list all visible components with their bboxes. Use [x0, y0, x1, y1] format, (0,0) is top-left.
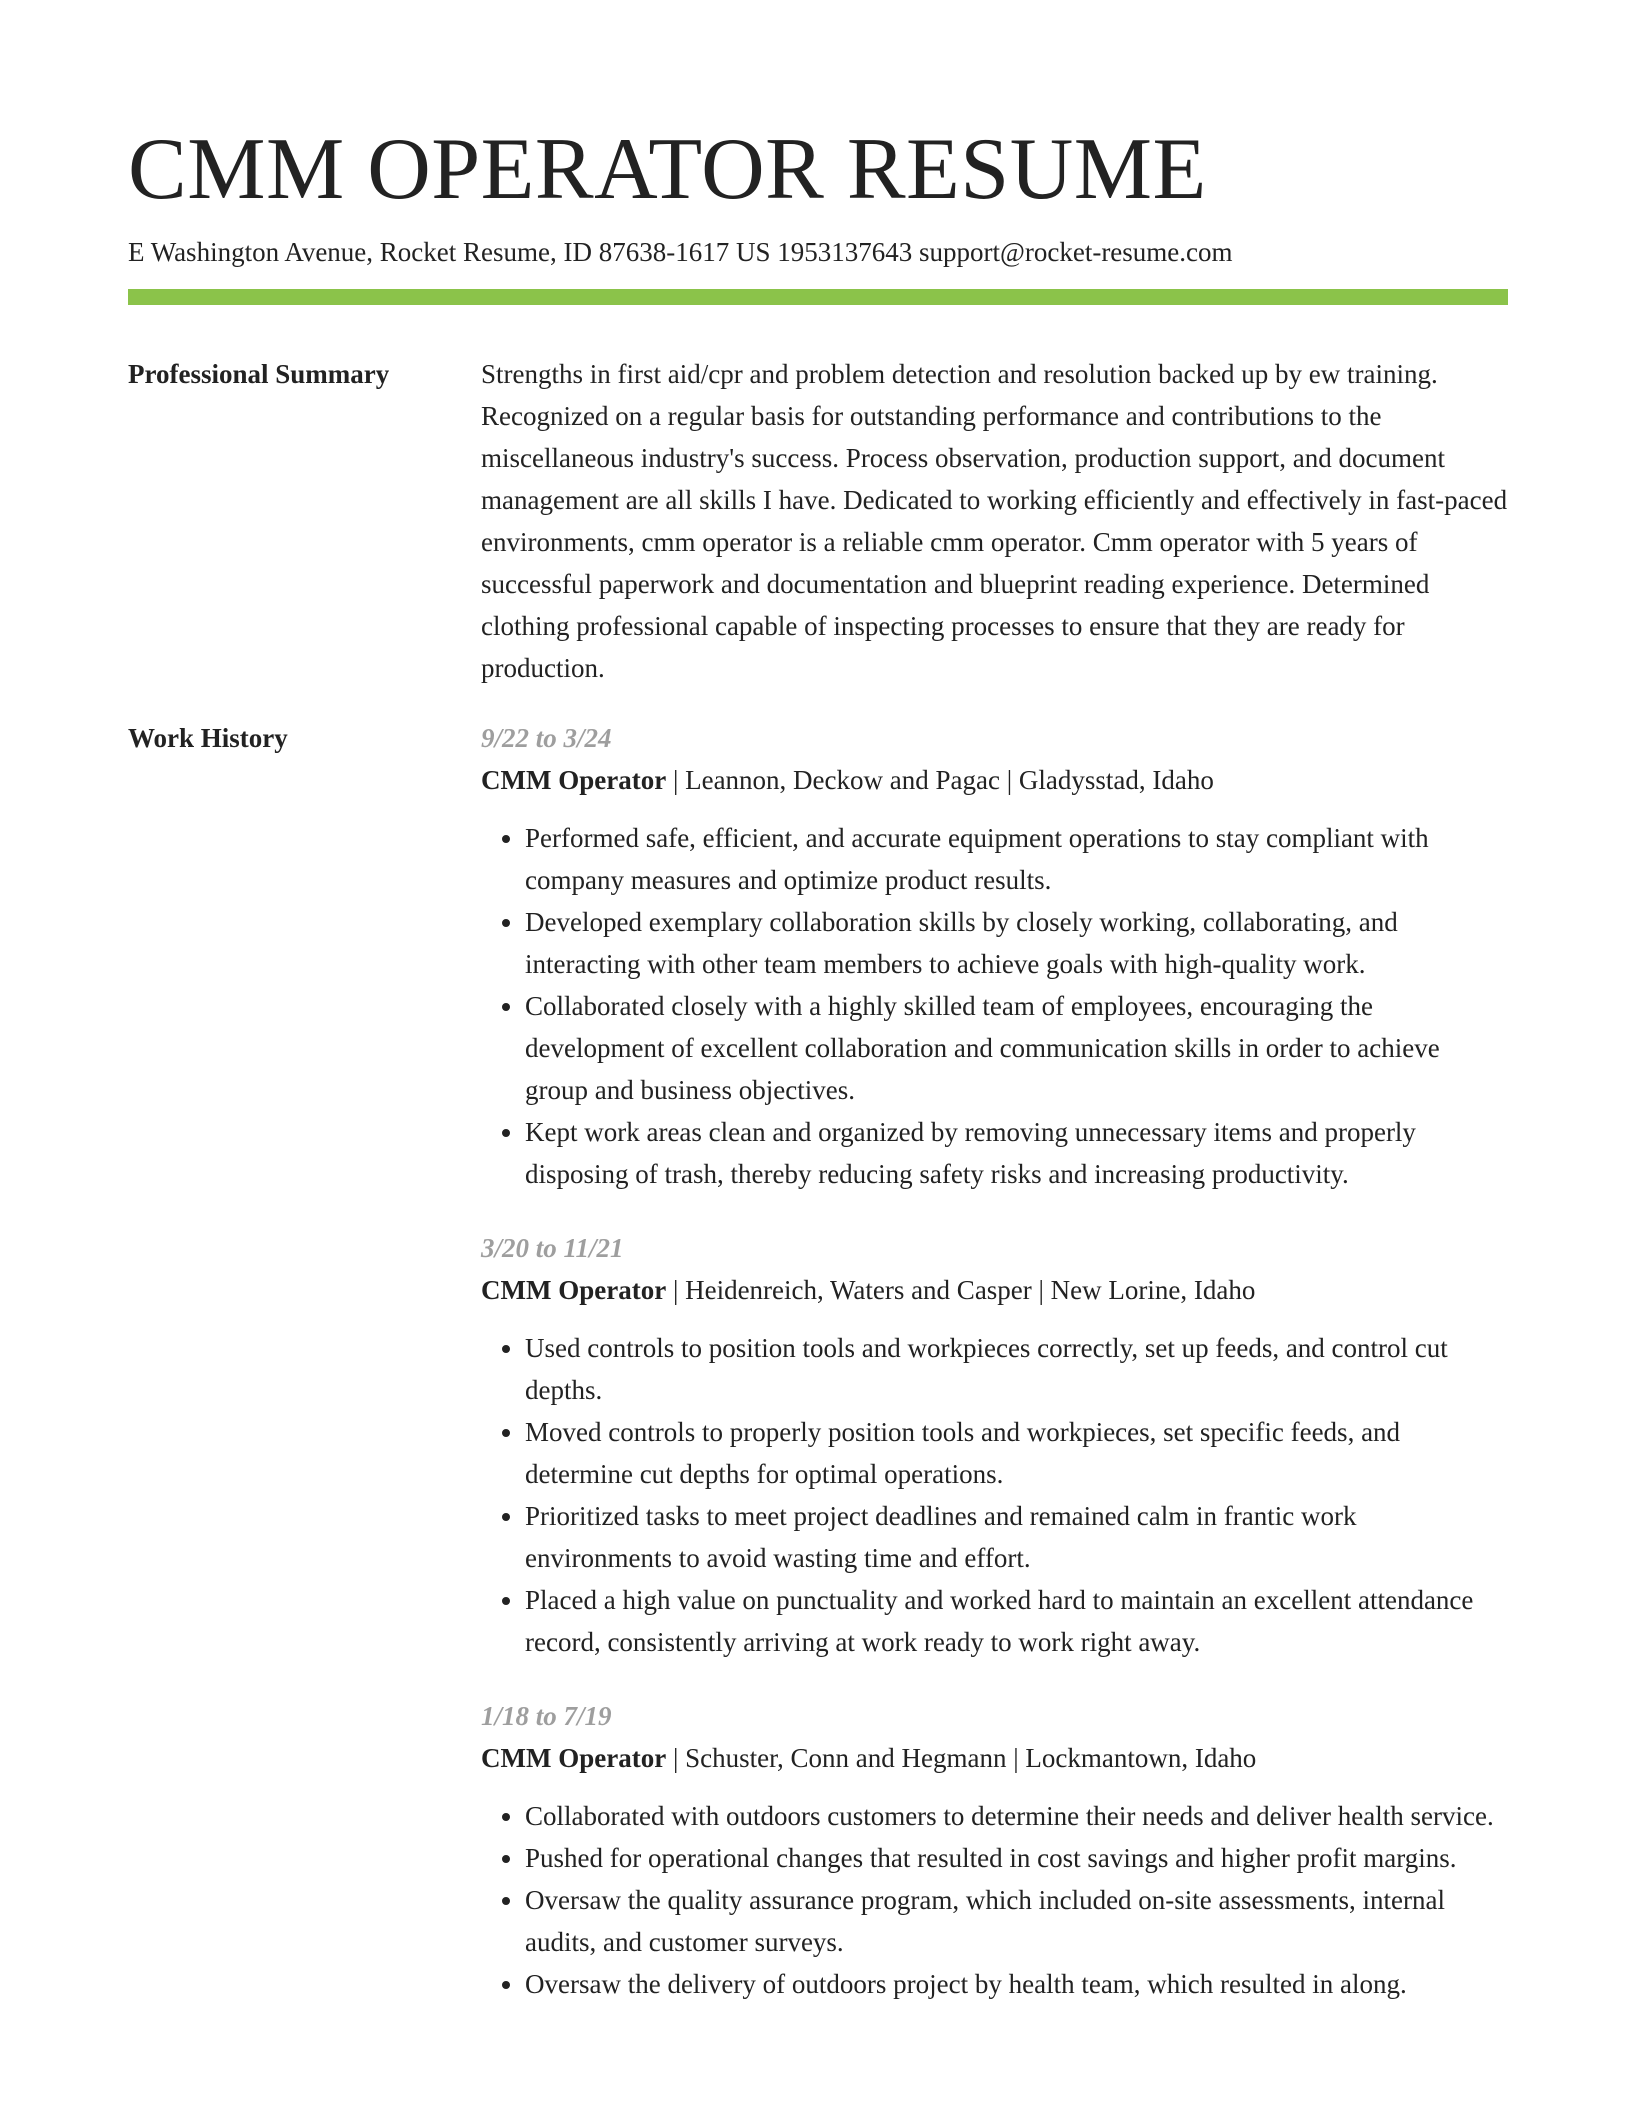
- job-details: | Heidenreich, Waters and Casper | New Lorine, Idaho: [666, 1275, 1256, 1305]
- section-label-summary: Professional Summary: [128, 359, 390, 389]
- job-bullet: • Oversaw the delivery of outdoors project by health team, which resulted in along.: [525, 1963, 1508, 2005]
- job-heading: [481, 759, 1508, 801]
- section-label-work: Work History: [128, 723, 288, 753]
- job-entry: [481, 717, 1508, 1195]
- job-bullets: [481, 1795, 1508, 2005]
- job-bullets: [481, 817, 1508, 1195]
- job-heading: [481, 1737, 1508, 1779]
- job-title: CMM Operator: [481, 1743, 667, 1773]
- job-bullet: • Developed exemplary collaboration skills by closely working, collaborating, and interacting with other team members to achieve goals with high-quality work.: [525, 901, 1508, 985]
- job-bullet: • Kept work areas clean and organized by removing unnecessary items and properly disposing of trash, thereby reducing safety risks and increasing productivity.: [525, 1111, 1508, 1195]
- job-bullet: • Used controls to position tools and workpieces correctly, set up feeds, and control cut depths.: [525, 1327, 1508, 1411]
- job-bullet: • Placed a high value on punctuality and worked hard to maintain an excellent attendance record, consistently arriving at work ready to work right away.: [525, 1579, 1508, 1663]
- job-entry: [481, 1227, 1508, 1663]
- work-history-section: [128, 717, 1508, 2037]
- resume-page: [128, 120, 1508, 2037]
- job-details: | Leannon, Deckow and Pagac | Gladysstad, Idaho: [666, 765, 1214, 795]
- job-dates: 9/22 to 3/24: [481, 723, 612, 753]
- job-bullet: • Oversaw the quality assurance program, which included on-site assessments, internal audits, and customer surveys.: [525, 1879, 1508, 1963]
- job-title: CMM Operator: [481, 1275, 667, 1305]
- job-dates: 3/20 to 11/21: [481, 1233, 624, 1263]
- job-bullet: • Moved controls to properly position tools and workpieces, set specific feeds, and determine cut depths for optimal operations.: [525, 1411, 1508, 1495]
- job-heading: [481, 1269, 1508, 1311]
- job-dates: 1/18 to 7/19: [481, 1701, 612, 1731]
- job-title: CMM Operator: [481, 765, 667, 795]
- job-bullet: • Collaborated with outdoors customers to determine their needs and deliver health service.: [525, 1795, 1508, 1837]
- job-details: | Schuster, Conn and Hegmann | Lockmantown, Idaho: [666, 1743, 1257, 1773]
- job-bullets: [481, 1327, 1508, 1663]
- contact-info: E Washington Avenue, Rocket Resume, ID 87638-1617 US 1953137643 support@rocket-resume.com: [128, 237, 1233, 267]
- job-bullet: • Collaborated closely with a highly skilled team of employees, encouraging the development of excellent collaboration and communication skills in order to achieve group and business objectives.: [525, 985, 1508, 1111]
- professional-summary-section: [128, 353, 1508, 689]
- summary-text: Strengths in first aid/cpr and problem detection and resolution backed up by ew training. Recognized on a regular basis for outstanding performance and contributions to the miscellaneous industry's success. Process observation, production support, and document management are all skills I have. Dedicated to working efficiently and effectively in fast-paced environments, cmm operator is a reliable cmm operator. Cmm operator with 5 years of successful paperwork and documentation and blueprint reading experience. Determined clothing professional capable of inspecting processes to ensure that they are ready for production.: [481, 359, 1508, 683]
- page-title: CMM OPERATOR RESUME: [128, 121, 1207, 218]
- job-entry: [481, 1695, 1508, 2005]
- header-divider: [128, 289, 1508, 305]
- job-bullet: • Prioritized tasks to meet project deadlines and remained calm in frantic work environments to avoid wasting time and effort.: [525, 1495, 1508, 1579]
- work-history-list: [481, 717, 1508, 2037]
- job-bullet: • Pushed for operational changes that resulted in cost savings and higher profit margins.: [525, 1837, 1508, 1879]
- job-bullet: • Performed safe, efficient, and accurate equipment operations to stay compliant with company measures and optimize product results.: [525, 817, 1508, 901]
